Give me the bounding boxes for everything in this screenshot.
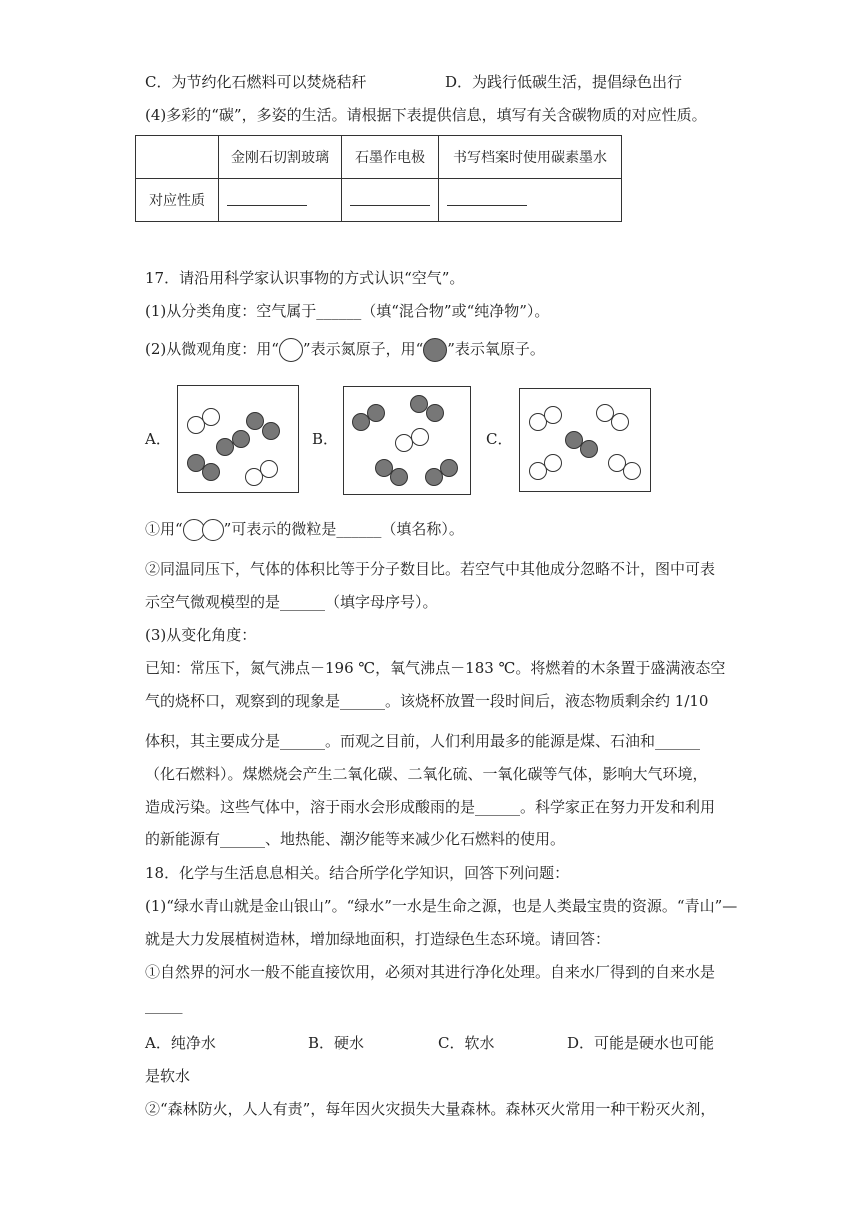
- oxygen-atom: [580, 440, 598, 458]
- answer-blank: [439, 179, 622, 222]
- table-header-diamond: 金刚石切割玻璃: [219, 136, 342, 179]
- nitrogen-atom: [202, 408, 220, 426]
- q17-part2: (2)从微观角度：用“ ”表示氮原子，用“ ”表示氧原子。: [145, 338, 545, 362]
- oxygen-atom: [367, 404, 385, 422]
- q17-part3-line6: 的新能源有______、地热能、潮汐能等来减少化石燃料的使用。: [145, 830, 566, 848]
- q18-line1: (1)“绿水青山就是金山银山”。“绿水”一水是生命之源，也是人类最宝贵的资源。“青山”—: [145, 897, 738, 915]
- nitrogen-atom: [260, 460, 278, 478]
- nitrogen-atom: [611, 413, 629, 431]
- q17-sub2-line2: 示空气微观模型的是______（填字母序号）。: [145, 593, 438, 611]
- q18-option-d: D．可能是硬水也可能: [567, 1034, 715, 1052]
- table-row: [136, 179, 622, 222]
- q18-line2: 就是大力发展植树造林，增加绿地面积，打造绿色生态环境。请回答：: [145, 930, 611, 948]
- q17-part3-line4: （化石燃料）。煤燃烧会产生二氧化碳、二氧化硫、一氧化碳等气体，影响大气环境，: [145, 765, 708, 783]
- figure-label-a: A．: [145, 430, 171, 448]
- oxygen-atom: [426, 404, 444, 422]
- nitrogen-atom: [544, 406, 562, 424]
- oxygen-atom: [202, 463, 220, 481]
- option-c: C．为节约化石燃料可以焚烧秸秆: [145, 73, 367, 91]
- q17-part3-line5: 造成污染。这些气体中，溶于雨水会形成酸雨的是______。科学家正在努力开发和利用: [145, 798, 716, 816]
- model-box-a: [177, 385, 299, 493]
- nitrogen-atom: [623, 462, 641, 480]
- model-box-c: [519, 388, 651, 492]
- q17-part3-line1: 已知：常压下，氮气沸点－196 ℃，氧气沸点－183 ℃。将燃着的木条置于盛满液态空: [145, 659, 726, 677]
- table-header-row: [136, 136, 622, 179]
- q17-part1: (1)从分类角度：空气属于______（填“混合物”或“纯净物”）。: [145, 302, 550, 320]
- table-header-empty: [136, 136, 219, 179]
- answer-blank: [342, 179, 439, 222]
- q17-part3-line3: 体积，其主要成分是______。而观之目前，人们利用最多的能源是煤、石油和______: [145, 732, 701, 750]
- q18-option-c: C．软水: [438, 1034, 495, 1052]
- q18-line4: _____: [145, 996, 183, 1014]
- q17-sub1: ①用“ ”可表示的微粒是______（填名称）。: [145, 518, 464, 541]
- table-row-label: 对应性质: [136, 179, 219, 222]
- oxygen-atom-icon: [423, 338, 447, 362]
- carbon-properties-table: [135, 135, 622, 222]
- table-header-graphite: 石墨作电极: [342, 136, 439, 179]
- q17-part3-line2: 气的烧杯口，观察到的现象是______。该烧杯放置一段时间后，液态物质剩余约 1/10: [145, 692, 709, 710]
- oxygen-atom: [262, 422, 280, 440]
- q16-part4-text: (4)多彩的“碳”，多姿的生活。请根据下表提供信息，填写有关含碳物质的对应性质。: [145, 106, 707, 124]
- figure-label-c: C．: [486, 430, 513, 448]
- q18-option-b: B．硬水: [308, 1034, 365, 1052]
- oxygen-atom: [232, 430, 250, 448]
- table-header-carbon-ink: 书写档案时使用碳素墨水: [439, 136, 622, 179]
- model-box-b: [343, 386, 471, 495]
- q18-line3: ①自然界的河水一般不能直接饮用，必须对其进行净化处理。自来水厂得到的自来水是: [145, 963, 716, 981]
- q18-option-a: A．纯净水: [145, 1034, 216, 1052]
- oxygen-atom: [390, 468, 408, 486]
- q17-part3: (3)从变化角度：: [145, 626, 257, 644]
- nitrogen-atom: [411, 428, 429, 446]
- oxygen-atom: [440, 459, 458, 477]
- oxygen-atom: [246, 412, 264, 430]
- q18-title: 18．化学与生活息息相关。结合所学化学知识，回答下列问题：: [145, 864, 570, 882]
- nitrogen-atom-icon: [279, 338, 303, 362]
- nitrogen-atom: [544, 454, 562, 472]
- q17-title: 17．请沿用科学家认识事物的方式认识“空气”。: [145, 269, 465, 287]
- option-d: D．为践行低碳生活，提倡绿色出行: [445, 73, 683, 91]
- q18-option-d-cont: 是软水: [145, 1067, 191, 1085]
- figure-label-b: B．: [312, 430, 339, 448]
- q18-line5: ②“森林防火，人人有责”，每年因火灾损失大量森林。森林灭火常用一种干粉灭火剂，: [145, 1100, 716, 1118]
- answer-blank: [219, 179, 342, 222]
- nitrogen-molecule-icon: [202, 519, 224, 541]
- q17-sub2-line1: ②同温同压下，气体的体积比等于分子数目比。若空气中其他成分忽略不计，图中可表: [145, 560, 716, 578]
